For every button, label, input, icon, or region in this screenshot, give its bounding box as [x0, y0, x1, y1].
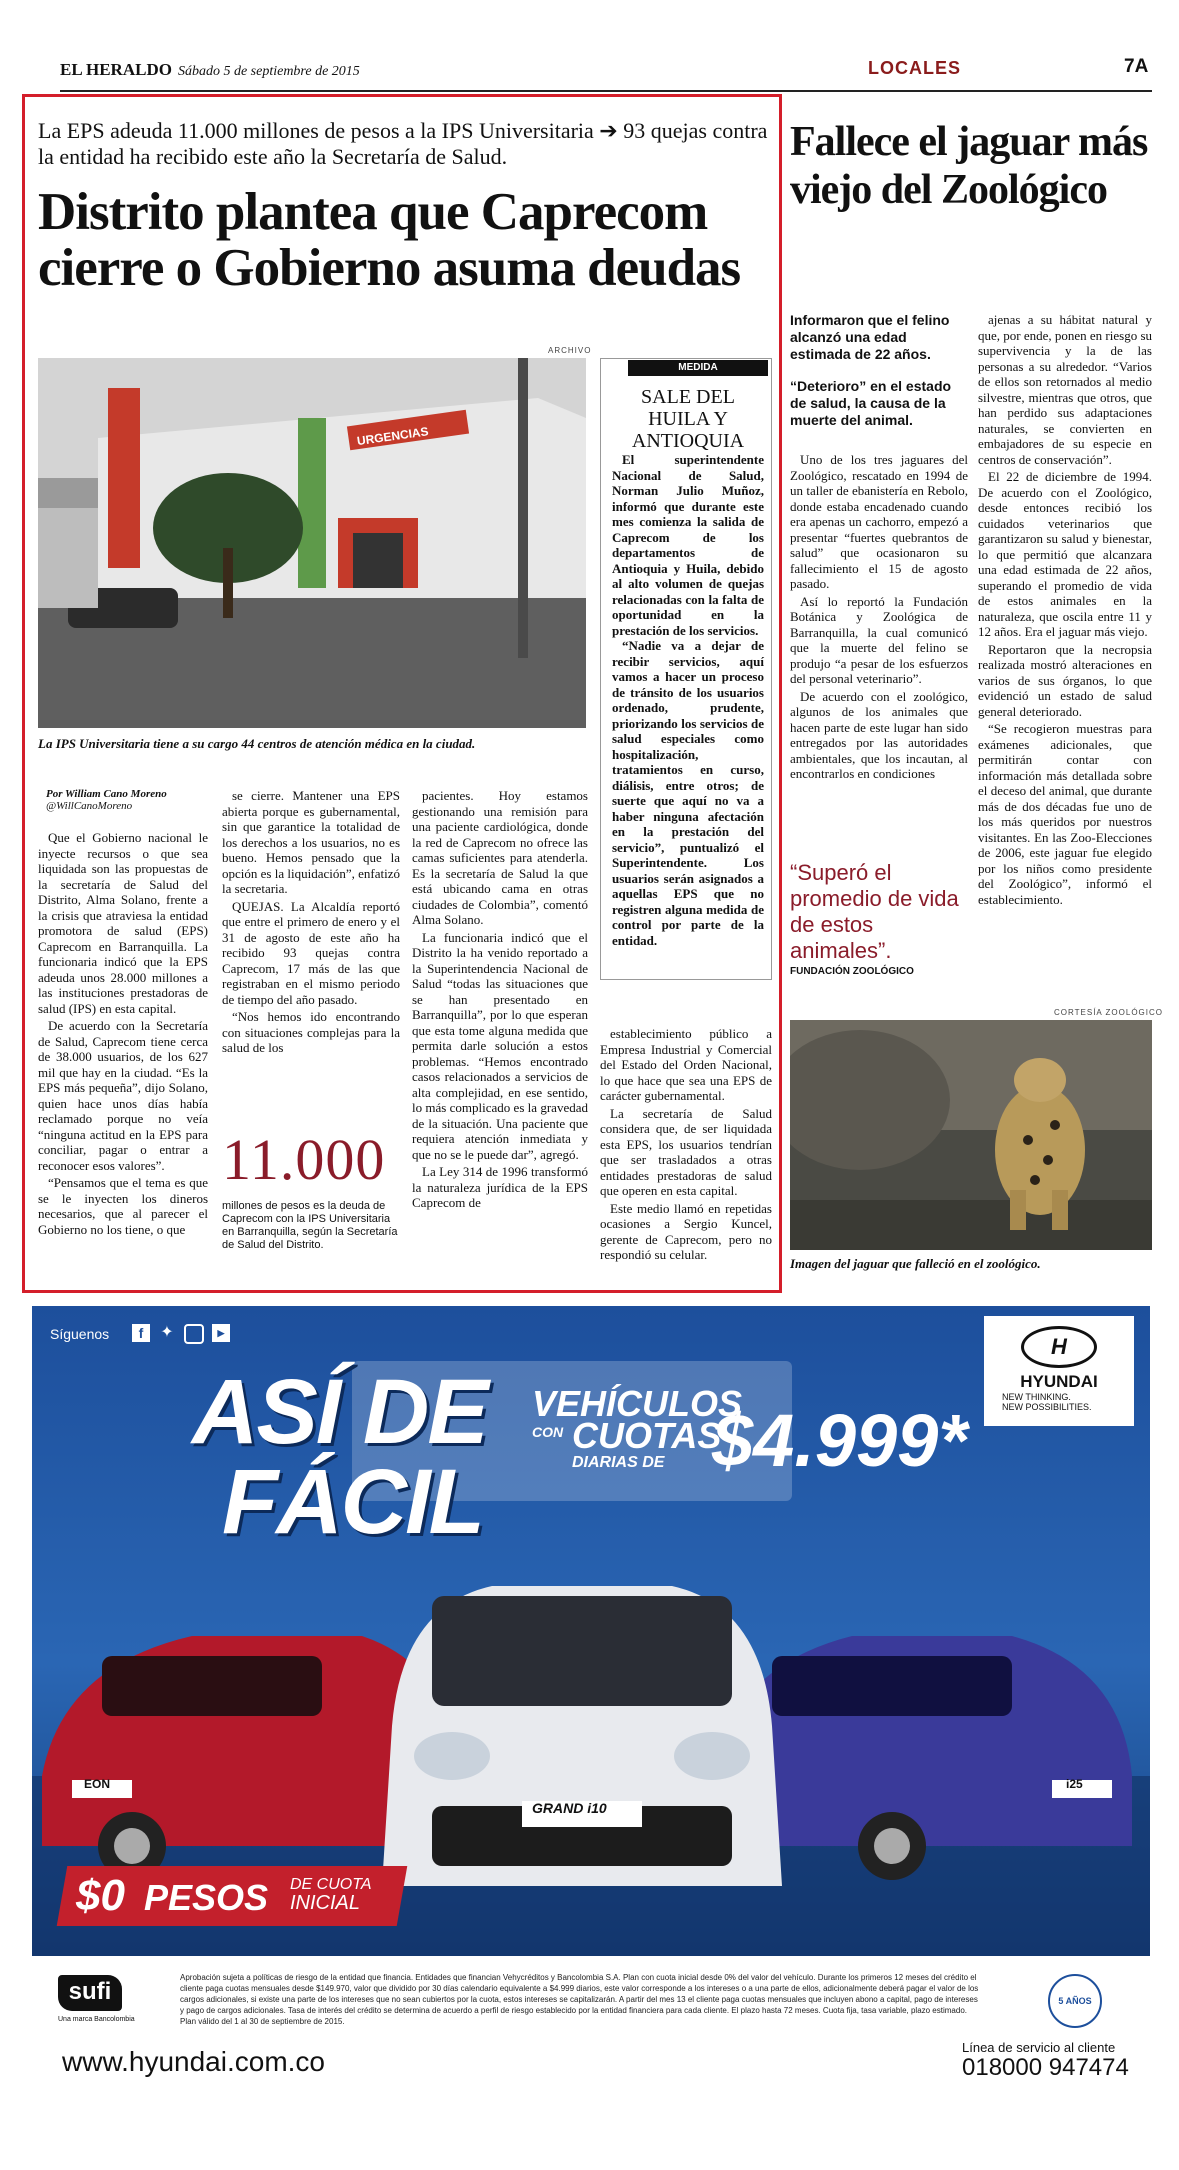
main-headline: Distrito plantea que Caprecom cierre o Gobierno asuma deudas: [38, 183, 741, 297]
follow-label: Síguenos: [50, 1326, 110, 1342]
sidebar-body: [612, 452, 764, 948]
paragraph: Reportaron que la necropsia realizada mostró alteraciones en varios de sus órganos, lo que evidenció un estado de salud general deteriorado.: [978, 641, 1152, 719]
page-number: 7A: [1124, 56, 1149, 77]
jaguar-subhead-2: “Deterioro” en el estado de salud, la causa de la muerte del animal.: [790, 378, 952, 428]
ad-line-1: ASÍ DE: [192, 1361, 487, 1463]
fine-print: Aprobación sujeta a políticas de riesgo de la entidad que financia. Entidades que financian Vehycréditos y Bancolombia S.A. Plan con cuota inicial desde 0% del valor del vehículo. Durante los primeros 12 meses del crédito el cliente paga cuotas mensuales desde $149.970, valor que dividido por 30 días calendario equivalente a $4.999 diarios, este valor corresponde a los intereses o a una parte de ellos, adicionalmente deberá pagar el valor de los cargos adicionales, si existe una parte de los intereses que no sean cubiertos por la cuota, estos intereses se capitalizarán. A partir del mes 13 el cliente paga cuotas mensuales que incluyen abono a capital, pago de intereses y pago de cargos adicionales. Tasa de interés del crédito se determina de acuerdo a perfil de riesgo establecido por la entidad financiera para cada cliente. El plazo hasta 72 meses. Cuota fija, tasa variable, plazo estimado. Plan válido del 1 al 30 de septiembre de 2015.: [180, 1973, 979, 2026]
cuota-line-2: INICIAL: [290, 1892, 361, 1914]
paragraph: Que el Gobierno nacional le inyecte recursos o que sea liquidada son las propuestas de la secretaría de Salud del Distrito, Alma Solano, frente a la crisis que atraviesa la entidad promotora de salud (EPS) Caprecom en Barranquilla. La funcionaria indicó que la EPS adeuda unos 28.000 millones a las instituciones prestadoras de salud (IPS) en esta capital.: [38, 830, 208, 1016]
sidebar-title: SALE DEL HUILA Y ANTIOQUIA: [631, 386, 745, 452]
plate-grand-i10: GRAND i10: [532, 1800, 607, 1816]
ad-diarias: DIARIAS DE: [572, 1454, 665, 1471]
main-column-1: [38, 830, 208, 1239]
brand-name: HYUNDAI: [1020, 1372, 1098, 1391]
service-label: Línea de servicio al cliente: [962, 2040, 1116, 2055]
paragraph: QUEJAS. La Alcaldía reportó que entre el primero de enero y el 31 de agosto de este año ha recibido 93 quejas contra Caprecom, 17 más de las que registraban en el mismo periodo de tiempo del año pasado.: [222, 898, 400, 1007]
hyundai-emblem-icon: H: [1021, 1326, 1097, 1368]
paragraph: “Se recogieron muestras para exámenes adicionales, que permitirán contar con información más detallada sobre el deceso del animal, que durante más de dos décadas fue uno de los más queridos por nuestros visitantes. En las Zoo-Elecciones de 2006, este jaguar fue elegido por los niños como presidente del Zoológico”, informó el establecimiento.: [978, 721, 1152, 907]
pull-quote-source: FUNDACIÓN ZOOLÓGICO: [790, 966, 914, 977]
paragraph: ajenas a su hábitat natural y que, por ende, ponen en riesgo su supervivencia y la de las personas a su alrededor. “Varios de ellos son retornados al medio silvestre, mientras que otros, que han perdido sus adaptaciones naturales, se convierten en embajadores de su especie en centros de conservación”.: [978, 312, 1153, 467]
ad-price: $4.999*: [712, 1399, 968, 1482]
sidebar-paragraph: “Nadie va a dejar de recibir servicios, aquí vamos a hacer un proceso de tránsito de los usuarios ordenado, prudente, priorizando los servicios de salud especiales como hospitalización, tratamientos en curso, diálisis, entre otros; de suerte que aquí no va a haber ninguna afectación en la prestación del servicio”, puntualizó el Superintendente. Los usuarios serán asignados a aquellas EPS que no registren alguna medida de control por parte de la entidad.: [612, 638, 764, 948]
main-column-4: [600, 1026, 772, 1265]
jaguar-column-2: [978, 312, 1152, 909]
twitter-icon[interactable]: ✦: [160, 1324, 174, 1341]
ad-vehicles: VEHÍCULOS: [532, 1383, 743, 1424]
paragraph: La secretaría de Salud considera que, de ser liquidada esta EPS, los usuarios tendrían que ser trasladados a otras entidades prestadoras de salud que operen en esta capital.: [600, 1105, 772, 1198]
pull-quote: “Superó el promedio de vida de estos animales”.: [790, 860, 959, 963]
jaguar-subhead-1: Informaron que el felino alcanzó una edad estimada de 22 años.: [790, 312, 950, 362]
main-kicker: La EPS adeuda 11.000 millones de pesos a la IPS Universitaria ➔ 93 quejas contra la entidad ha recibido este año la Secretaría de Salud.: [38, 118, 768, 169]
sidebar-tag: MEDIDA: [628, 360, 768, 376]
hospital-photo: [38, 358, 586, 728]
hyundai-logo-box: [984, 1316, 1134, 1426]
main-column-2: [222, 788, 400, 1058]
paper-name: EL HERALDO Sábado 5 de septiembre de 2015: [60, 60, 360, 79]
paragraph: El 22 de diciembre de 1994. De acuerdo con el Zoológico, desde entonces recibió los cuidados veterinarios que garantizaron su salud y bienestar, lo que permitió que alcanzara una edad estimada de 22 años, superando el promedio de vida de estos animales en la naturaleza, que oscila entre 11 y 12 años. Era el jaguar más viejo.: [978, 469, 1152, 639]
ad-cuotas: CUOTAS: [572, 1415, 722, 1456]
plate-i25: i25: [1066, 1777, 1083, 1791]
ad-con: CON: [532, 1424, 564, 1440]
tagline-1: NEW THINKING.: [1002, 1392, 1071, 1402]
edition-date: Sábado 5 de septiembre de 2015: [177, 64, 360, 79]
jaguar-photo: [790, 1020, 1152, 1250]
service-number[interactable]: 018000 947474: [962, 2054, 1129, 2081]
paragraph: “Pensamos que el tema es que se le inyecten los dineros necesarios, que al parecer el Gobierno no los tiene, o que: [38, 1175, 208, 1237]
zero-amount: $0: [76, 1871, 125, 1920]
sidebar-paragraph: El superintendente Nacional de Salud, Norman Julio Muñoz, informó que durante este mes comienza la salida de Caprecom de los departamentos de Antioquia y Huila, debido al alto volumen de quejas relacionadas con la falta de oportunidad en la prestación de los servicios.: [612, 452, 764, 638]
main-column-3: [412, 788, 588, 1213]
urgencias-sign: URGENCIAS: [356, 424, 430, 449]
section-name: LOCALES: [868, 58, 962, 78]
ad-line-2: FÁCIL: [222, 1451, 483, 1553]
tagline-2: NEW POSSIBILITIES.: [1002, 1402, 1092, 1412]
facebook-icon[interactable]: f: [132, 1324, 150, 1342]
byline-handle: @WillCanoMoreno: [46, 800, 133, 812]
ad-url[interactable]: www.hyundai.com.co: [62, 2046, 326, 2077]
sufi-logo: sufi: [58, 1975, 122, 2011]
instagram-icon[interactable]: [184, 1324, 204, 1344]
paragraph: Uno de los tres jaguares del Zoológico, rescatado en 1994 de un taller de ebanistería en Rebolo, donde estaba encadenado cuando era apenas un cachorro, empezó a presentar “fuertes quebrantos de salud” que ocasionaron su fallecimiento el 15 de agosto pasado.: [790, 452, 968, 591]
paragraph: pacientes. Hoy estamos gestionando una remisión para una paciente cardiológica, donde la red de Caprecom no ofrece las camas suficientes para atenderla. Es la secretaría de Salud la que está ubicando cama en otras ciudades de Colombia”, comentó Alma Solano.: [412, 788, 588, 927]
cuota-inicial: [290, 1876, 371, 1912]
jaguar-headline: Fallece el jaguar más viejo del Zoológico: [790, 119, 1148, 213]
byline: [46, 788, 216, 812]
big-number-text: millones de pesos es la deuda de Caprecom con la IPS Universitaria en Barranquilla, según la Secretaría de Salud del Distrito.: [222, 1200, 398, 1251]
paragraph: De acuerdo con la Secretaría de Salud, Caprecom tiene cerca de 38.000 usuarios, de los 627 mil que hay en la ciudad. “Es la EPS más pequeña”, dijo Solano, quien hace unos días había reclamado porque no veía “ninguna actitud en la EPS para conciliar, pagar o entrar a reconocer esos valores”.: [38, 1018, 208, 1173]
hyundai-ad: [32, 1306, 1150, 1956]
plate-eon: EON: [84, 1777, 111, 1791]
paragraph: Así lo reportó la Fundación Botánica y Zoológica de Barranquilla, la cual comunicó que la muerte del felino se produjo “a pesar de los esfuerzos del personal veterinario”.: [790, 593, 968, 686]
jaguar-photo-caption: Imagen del jaguar que falleció en el zoológico.: [790, 1256, 1041, 1271]
byline-name: Por William Cano Moreno: [46, 788, 167, 800]
header-rule: [60, 90, 1152, 92]
paragraph: De acuerdo con el zoológico, algunos de los animales que hacen parte de este lugar han sido entregados por las autoridades ambientales, que los incautan, al encontrarlos en condiciones: [790, 688, 968, 781]
photo-caption: La IPS Universitaria tiene a su cargo 44 centros de atención médica en la ciudad.: [38, 736, 476, 751]
paragraph: “Nos hemos ido encontrando con situaciones complejas para la salud de los: [222, 1009, 400, 1055]
paragraph: La funcionaria indicó que el Distrito la ha venido reportado a la Superintendencia Nacional de Salud “todas las situaciones que se han presentado en Barranquilla”, por lo que esperan que esta tome alguna medida que permita darle solución a estos problemas. “Hemos encontrado casos relacionados a servicios de alta complejidad, en ese sentido, lo más complicado es la gravedad de la situación. Una paciente que requiera atención inmediata y que no se le puede dar”, agregó.: [412, 929, 588, 1162]
jaguar-photo-credit: CORTESÍA ZOOLÓGICO: [1054, 1008, 1163, 1017]
paragraph: La Ley 314 de 1996 transformó la naturaleza jurídica de la EPS Caprecom de: [412, 1164, 588, 1210]
white-car: [382, 1586, 782, 1886]
big-number: 11.000: [222, 1127, 386, 1192]
anniversary-badge: 5 AÑOS: [1048, 1974, 1102, 2028]
sufi-subtitle: Una marca Bancolombia: [58, 2016, 135, 2023]
pesos-label: PESOS: [144, 1877, 269, 1918]
jaguar-column-1: [790, 452, 968, 784]
paragraph: Este medio llamó en repetidas ocasiones a Sergio Kuncel, gerente de Caprecom, pero no respondió su celular.: [600, 1200, 772, 1262]
cuota-line-1: DE CUOTA: [290, 1876, 372, 1893]
social-icons: [132, 1324, 230, 1344]
youtube-icon[interactable]: ▶: [212, 1324, 230, 1342]
paragraph: establecimiento público a Empresa Industrial y Comercial del Estado del Orden Nacional, lo que hace que sea una EPS de carácter gubernamental.: [600, 1026, 772, 1103]
paragraph: se cierre. Mantener una EPS abierta porque es gubernamental, sin que garantice la totalidad de los derechos a los usuarios, no es bueno. Hemos pensado que la opción es la liquidación”, enfatizó la secretaria.: [222, 788, 400, 896]
photo-credit: ARCHIVO: [548, 346, 592, 355]
